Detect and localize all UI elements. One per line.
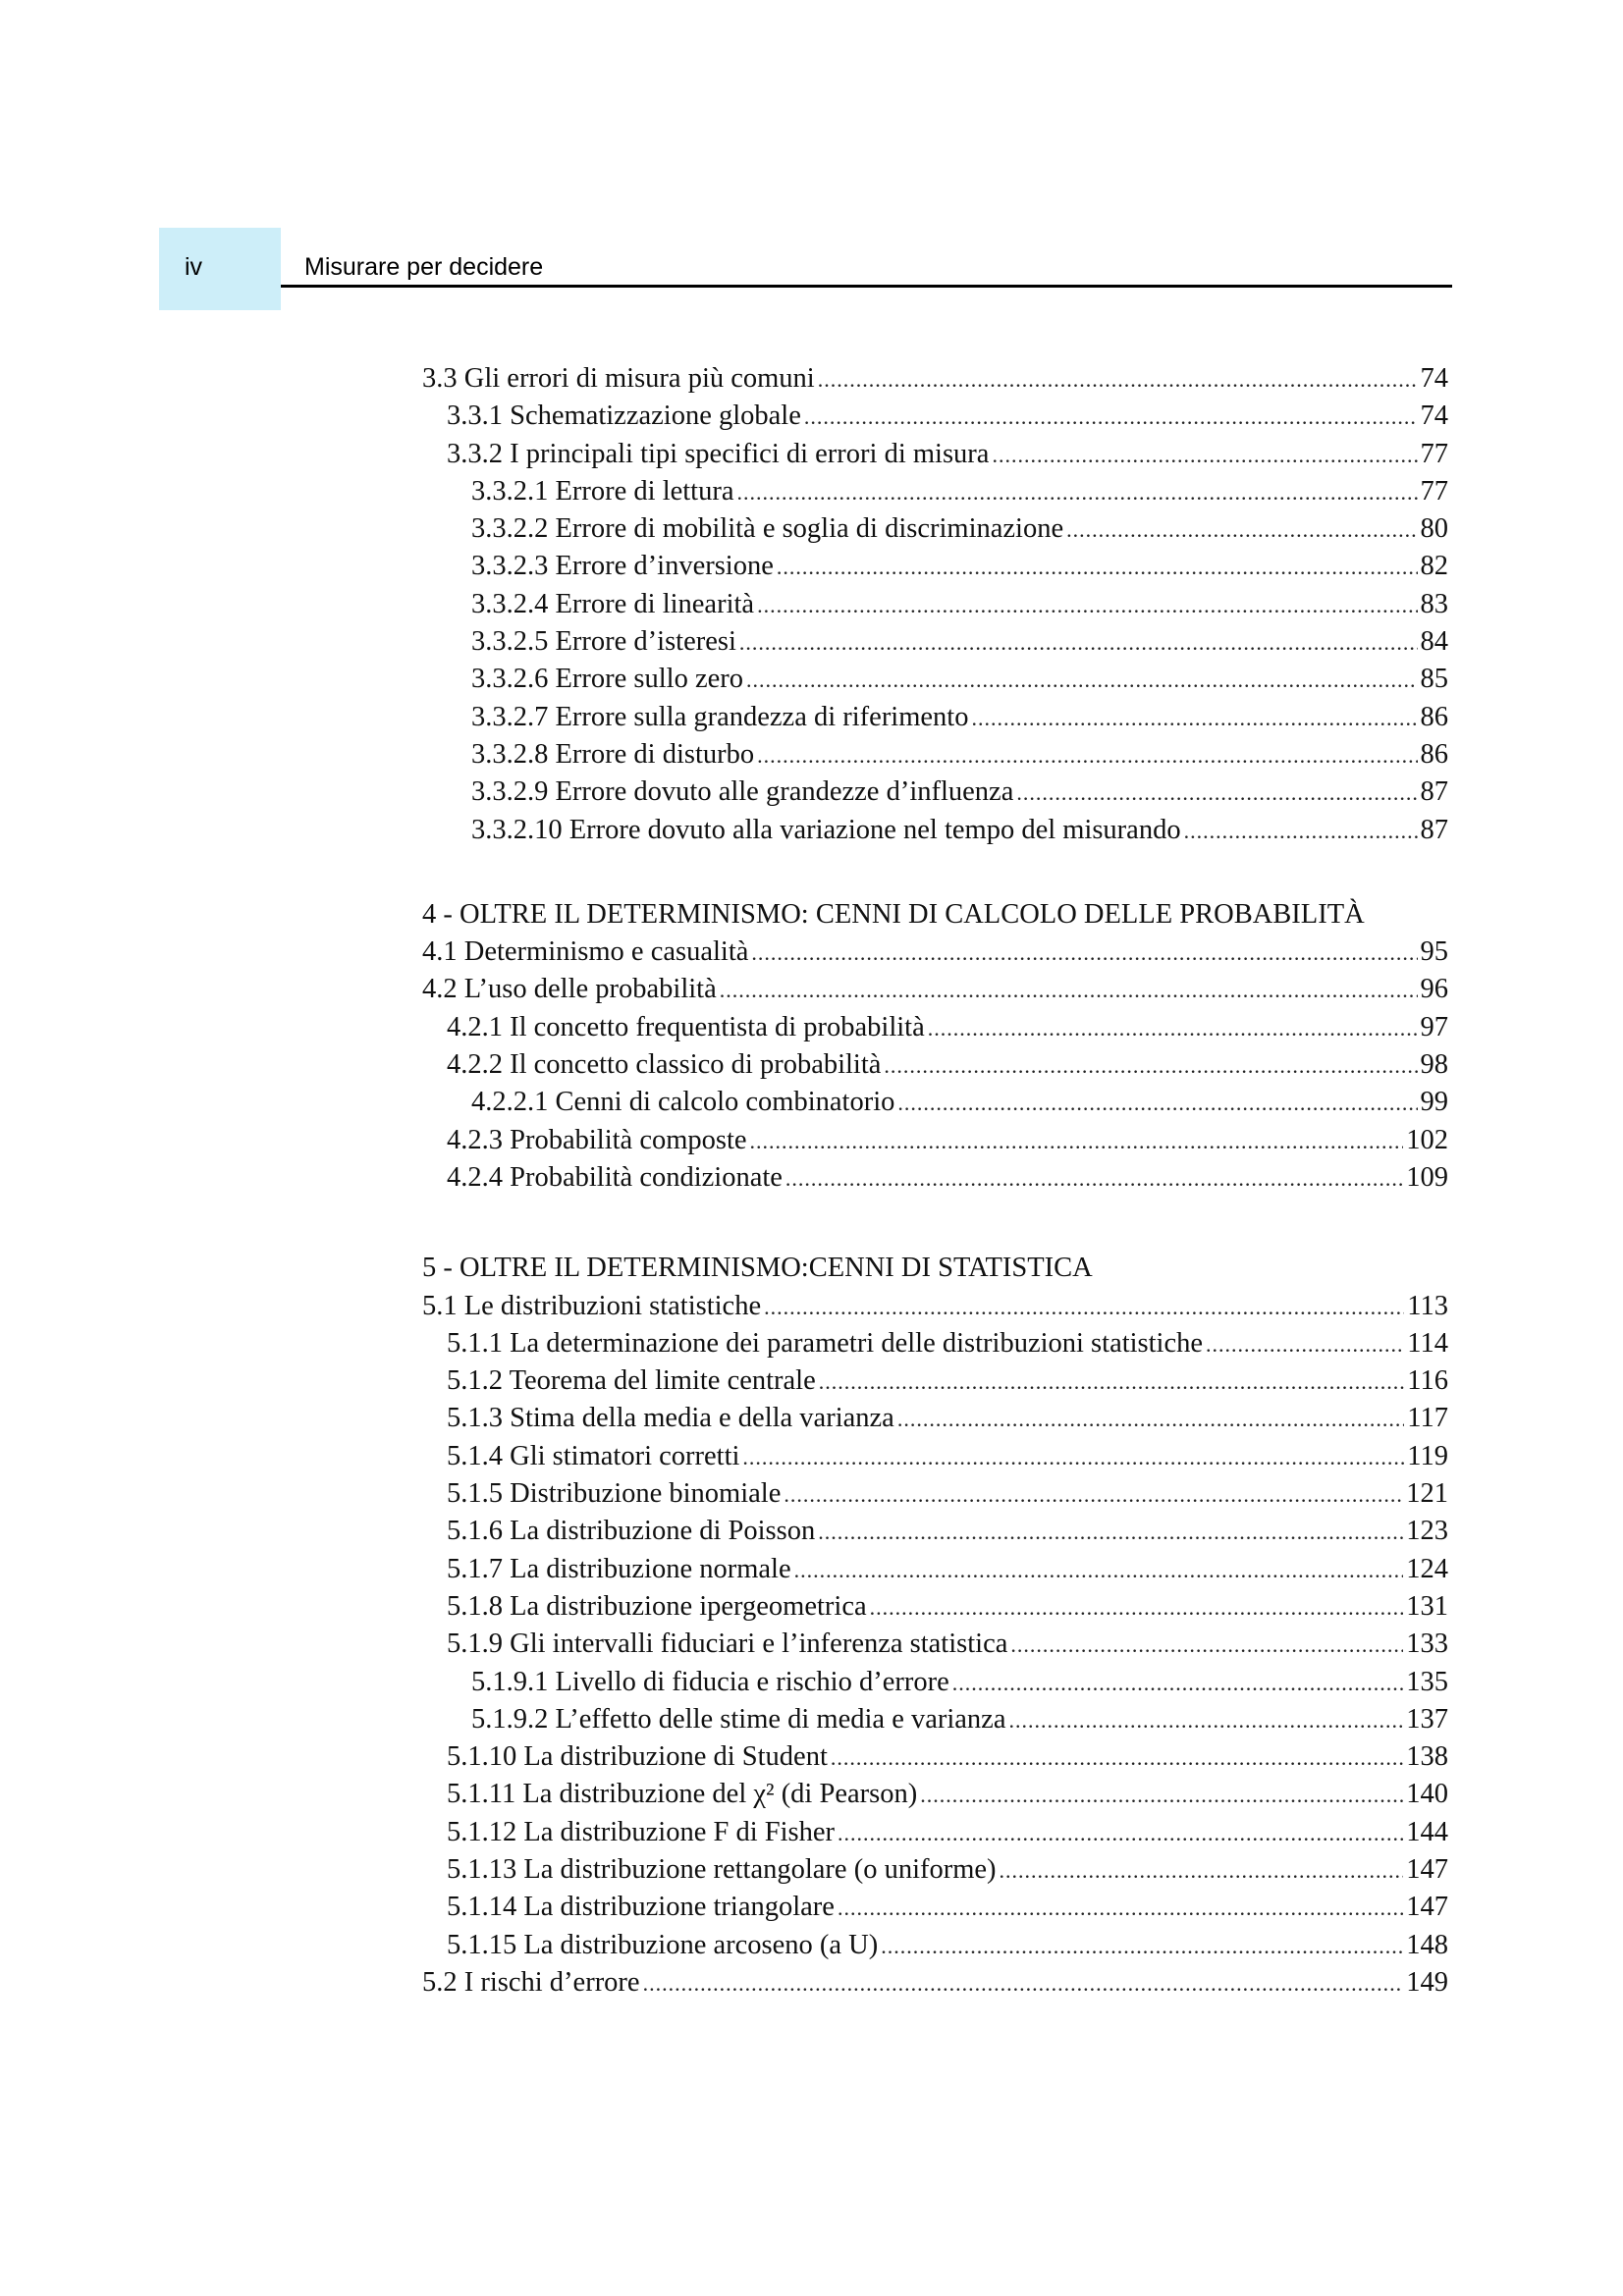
toc-dot-leader (1000, 1858, 1404, 1884)
toc-entry (422, 1328, 1448, 1365)
toc-dot-leader (838, 1821, 1403, 1846)
toc-entry (422, 1741, 1448, 1779)
toc-dot-leader (785, 1166, 1403, 1192)
toc-entry (422, 1817, 1448, 1854)
toc-section-3 (422, 363, 1448, 852)
toc-entry-page: 121 (1406, 1478, 1448, 1510)
toc-entry-page: 147 (1406, 1892, 1448, 1923)
toc-entry (422, 1516, 1448, 1553)
toc-dot-leader (746, 667, 1418, 693)
toc-entry (422, 1403, 1448, 1440)
toc-entry-title: 5.1.13 La distribuzione rettangolare (o uniforme) (447, 1853, 997, 1885)
toc-entry-page: 74 (1420, 363, 1448, 394)
toc-entry-page: 77 (1420, 438, 1448, 469)
toc-entry-page: 119 (1407, 1440, 1448, 1471)
toc-entry (422, 1704, 1448, 1741)
toc-dot-leader (1008, 1708, 1403, 1734)
toc-entry-title: 5.1.2 Teorema del limite centrale (447, 1365, 816, 1397)
toc-dot-leader (720, 978, 1418, 1003)
toc-entry-page: 86 (1420, 738, 1448, 770)
toc-entry (422, 815, 1448, 852)
toc-entry-title: 3.3.2.10 Errore dovuto alla variazione nel tempo del misurando (471, 814, 1181, 845)
toc-entry (422, 400, 1448, 438)
toc-entry (422, 1441, 1448, 1478)
toc-dot-leader (884, 1053, 1417, 1079)
toc-chapter-5 (422, 1253, 1448, 2004)
toc-entry-page: 77 (1420, 475, 1448, 507)
toc-entry (422, 1591, 1448, 1629)
toc-dot-leader (751, 940, 1417, 966)
toc-entry-title: 4.2.3 Probabilità composte (447, 1124, 747, 1155)
toc-entry (422, 974, 1448, 1011)
toc-entry-title: 4.1 Determinismo e casualità (422, 936, 749, 968)
toc-entry-page: 84 (1420, 626, 1448, 658)
toc-entry-title: 5.1 Le distribuzioni statistiche (422, 1290, 762, 1321)
toc-entry-page: 96 (1420, 974, 1448, 1005)
toc-entry-title: 5.1.11 La distribuzione del χ² (di Pearson) (447, 1779, 918, 1810)
toc-dot-leader (804, 404, 1418, 430)
toc-entry-title: 4.2.2.1 Cenni di calcolo combinatorio (471, 1087, 895, 1118)
toc-entry (422, 1854, 1448, 1892)
header-rule (281, 285, 1452, 288)
toc-entry (422, 1779, 1448, 1816)
toc-entry-page: 135 (1406, 1666, 1448, 1697)
toc-dot-leader (777, 555, 1418, 580)
toc-entry-title: 5.1.15 La distribuzione arcoseno (a U) (447, 1929, 879, 1960)
toc-entry-title: 3.3.2.6 Errore sullo zero (471, 664, 743, 695)
toc-entry-title: 3.3 Gli errori di misura più comuni (422, 363, 815, 394)
toc-entry-title: 3.3.2.8 Errore di disturbo (471, 738, 755, 770)
toc-entry-page: 80 (1420, 513, 1448, 545)
toc-dot-leader (897, 1407, 1404, 1432)
toc-entry (422, 1012, 1448, 1049)
toc-dot-leader (757, 743, 1417, 769)
toc-entry-page: 149 (1406, 1966, 1448, 1998)
toc-dot-leader (742, 1445, 1404, 1470)
toc-entry (422, 1478, 1448, 1516)
toc-dot-leader (838, 1896, 1403, 1921)
toc-dot-leader (1184, 819, 1418, 844)
toc-entry-page: 124 (1406, 1553, 1448, 1584)
toc-entry (422, 776, 1448, 814)
toc-entry-page: 82 (1420, 551, 1448, 582)
toc-dot-leader (881, 1934, 1403, 1959)
toc-entry-page: 113 (1407, 1290, 1448, 1321)
toc-entry (422, 589, 1448, 626)
toc-entry-page: 147 (1406, 1853, 1448, 1885)
toc-dot-leader (1016, 780, 1417, 806)
toc-dot-leader (818, 1520, 1403, 1545)
toc-entry-title: 3.3.2.2 Errore di mobilità e soglia di discriminazione (471, 513, 1064, 545)
toc-entry-title: 5.1.6 La distribuzione di Poisson (447, 1516, 816, 1547)
toc-entry-title: 4.2.1 Il concetto frequentista di probabilità (447, 1011, 925, 1042)
toc-dot-leader (757, 593, 1417, 618)
table-of-contents (422, 363, 1448, 2004)
toc-dot-leader (1066, 517, 1417, 543)
toc-dot-leader (928, 1016, 1418, 1041)
toc-entry (422, 1125, 1448, 1162)
toc-entry-title: 5.1.1 La determinazione dei parametri delle distribuzioni statistiche (447, 1327, 1204, 1359)
toc-entry-page: 148 (1406, 1929, 1448, 1960)
page-number: iv (185, 253, 203, 281)
toc-entry-title: 5.2 I rischi d’errore (422, 1966, 640, 1998)
toc-entry-title: 5.1.9.1 Livello di fiducia e rischio d’errore (471, 1666, 949, 1697)
toc-dot-leader (750, 1129, 1404, 1154)
toc-entry-page: 87 (1420, 776, 1448, 808)
toc-entry (422, 476, 1448, 513)
toc-entry-page: 138 (1406, 1741, 1448, 1773)
toc-entry (422, 1967, 1448, 2004)
toc-entry-page: 109 (1406, 1161, 1448, 1193)
toc-dot-leader (818, 367, 1418, 393)
toc-entry-title: 5.1.4 Gli stimatori corretti (447, 1440, 740, 1471)
toc-entry-page: 97 (1420, 1011, 1448, 1042)
toc-dot-leader (1206, 1332, 1404, 1358)
toc-entry (422, 1049, 1448, 1087)
toc-dot-leader (831, 1745, 1403, 1771)
toc-entry-page: 85 (1420, 664, 1448, 695)
toc-entry-page: 98 (1420, 1049, 1448, 1081)
toc-entry-page: 87 (1420, 814, 1448, 845)
toc-entry-page: 133 (1406, 1629, 1448, 1660)
toc-entry-page: 95 (1420, 936, 1448, 968)
toc-entry (422, 1667, 1448, 1704)
toc-entry-page: 137 (1406, 1703, 1448, 1735)
toc-dot-leader (992, 443, 1417, 468)
toc-entry-page: 131 (1406, 1590, 1448, 1622)
toc-entry-title: 3.3.2.4 Errore di linearità (471, 588, 755, 619)
toc-entry-page: 74 (1420, 400, 1448, 432)
toc-dot-leader (764, 1295, 1404, 1320)
toc-dot-leader (897, 1091, 1417, 1116)
toc-chapter-4 (422, 899, 1448, 1200)
toc-dot-leader (739, 630, 1418, 656)
toc-entry (422, 936, 1448, 974)
toc-entry (422, 1162, 1448, 1200)
toc-entry-page: 86 (1420, 701, 1448, 732)
toc-entry (422, 1087, 1448, 1124)
toc-entry-title: 3.3.2.9 Errore dovuto alle grandezze d’influenza (471, 776, 1014, 808)
toc-entry-page: 140 (1406, 1779, 1448, 1810)
toc-entry (422, 1291, 1448, 1328)
toc-entry-page: 99 (1420, 1087, 1448, 1118)
toc-entry (422, 1554, 1448, 1591)
toc-dot-leader (737, 480, 1418, 506)
toc-dot-leader (794, 1558, 1404, 1583)
toc-entry (422, 1629, 1448, 1666)
toc-entry-page: 114 (1407, 1327, 1448, 1359)
toc-entry-title: 5.1.5 Distribuzione binomiale (447, 1478, 782, 1510)
running-title: Misurare per decidere (304, 253, 544, 281)
toc-entry (422, 513, 1448, 551)
toc-chapter-4-entries (422, 936, 1448, 1200)
toc-entry-title: 3.3.2.5 Errore d’isteresi (471, 626, 736, 658)
toc-dot-leader (920, 1783, 1403, 1808)
toc-entry-page: 144 (1406, 1816, 1448, 1847)
toc-dot-leader (1010, 1632, 1403, 1658)
page-tab-marker (159, 228, 281, 310)
toc-dot-leader (643, 1971, 1404, 1997)
toc-entry-title: 5.1.14 La distribuzione triangolare (447, 1892, 835, 1923)
toc-entry-title: 5.1.3 Stima della media e della varianza (447, 1403, 894, 1434)
toc-entry-title: 5.1.10 La distribuzione di Student (447, 1741, 828, 1773)
toc-entry (422, 1892, 1448, 1929)
toc-entry-title: 5.1.8 La distribuzione ipergeometrica (447, 1590, 867, 1622)
toc-entry (422, 1930, 1448, 1967)
toc-entry-page: 123 (1406, 1516, 1448, 1547)
toc-entry-title: 3.3.2 I principali tipi specifici di errori di misura (447, 438, 990, 469)
toc-entry-title: 4.2.2 Il concetto classico di probabilità (447, 1049, 882, 1081)
toc-entry (422, 626, 1448, 664)
toc-entry (422, 739, 1448, 776)
toc-dot-leader (784, 1482, 1403, 1508)
toc-entry-title: 5.1.9 Gli intervalli fiduciari e l’inferenza statistica (447, 1629, 1008, 1660)
toc-chapter-5-entries (422, 1291, 1448, 2005)
toc-entry (422, 664, 1448, 701)
toc-dot-leader (971, 706, 1417, 731)
toc-entry-title: 5.1.9.2 L’effetto delle stime di media e varianza (471, 1703, 1006, 1735)
toc-entry-title: 3.3.2.3 Errore d’inversione (471, 551, 774, 582)
toc-entry-title: 3.3.1 Schematizzazione globale (447, 400, 801, 432)
toc-entry-page: 117 (1407, 1403, 1448, 1434)
toc-entry (422, 1365, 1448, 1403)
toc-entry-title: 5.1.7 La distribuzione normale (447, 1553, 791, 1584)
chapter-heading: 5 - OLTRE IL DETERMINISMO:CENNI DI STATISTICA (422, 1253, 1093, 1284)
toc-entry-title: 5.1.12 La distribuzione F di Fisher (447, 1816, 836, 1847)
toc-entry-page: 116 (1407, 1365, 1448, 1397)
toc-entry-page: 83 (1420, 588, 1448, 619)
toc-entry-title: 4.2 L’uso delle probabilità (422, 974, 717, 1005)
toc-entry-title: 4.2.4 Probabilità condizionate (447, 1161, 783, 1193)
toc-dot-leader (952, 1671, 1404, 1696)
toc-entry (422, 551, 1448, 588)
toc-entry-page: 102 (1406, 1124, 1448, 1155)
toc-entry-title: 3.3.2.1 Errore di lettura (471, 475, 734, 507)
toc-entry-title: 3.3.2.7 Errore sulla grandezza di riferimento (471, 701, 969, 732)
toc-dot-leader (870, 1595, 1404, 1621)
toc-entry (422, 702, 1448, 739)
toc-entry (422, 363, 1448, 400)
toc-dot-leader (819, 1369, 1405, 1395)
chapter-heading: 4 - OLTRE IL DETERMINISMO: CENNI DI CALCOLO DELLE PROBABILITÀ (422, 898, 1365, 930)
toc-entry (422, 439, 1448, 476)
